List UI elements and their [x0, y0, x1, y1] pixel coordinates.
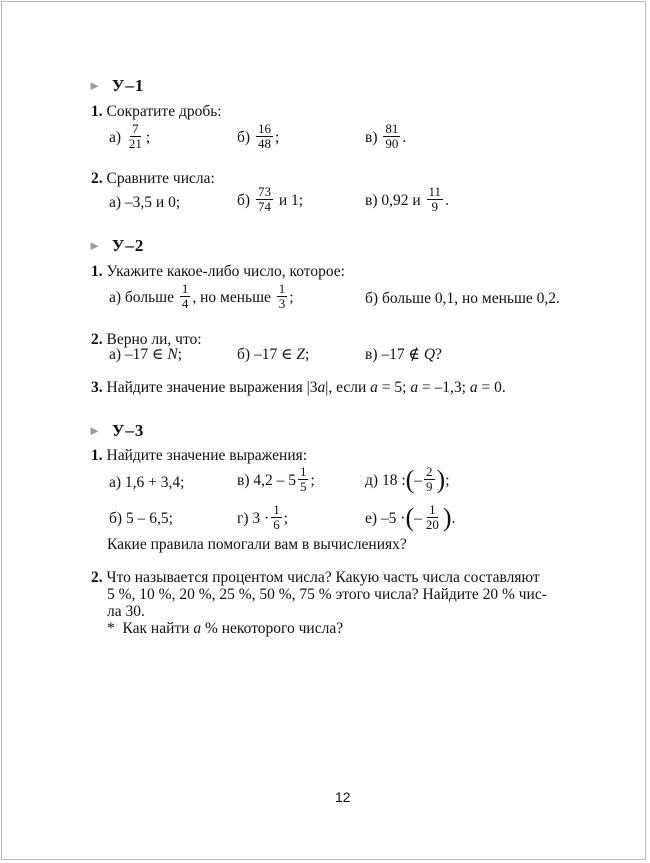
task-u3-2-line3: ла 30. [107, 603, 145, 620]
task-u3-1-item-g: г) 3 · $\frac{1}{6}$ ; [237, 502, 289, 532]
arrow-icon: ► [88, 78, 102, 93]
task-u2-2-item-c: в) –17 ∉ Q? [365, 346, 442, 363]
task-u1-1-item-b: б) $\frac{16}{48}$ ; [237, 121, 280, 151]
task-u2-1-item-a: а) больше $\frac{1}{4}$ , но меньше $\frac{1}{3}$ ; [109, 281, 294, 311]
fraction: $\frac{7}{21}$ [128, 121, 142, 151]
task-u3-2-line2: 5 %, 10 %, 20 %, 25 %, 50 %, 75 % этого числа? Найдите 20 % чис- [107, 586, 547, 603]
task-u2-2: 2. Верно ли, что: [91, 331, 202, 348]
task-u3-1: 1. Найдите значение выражения: [91, 447, 308, 464]
task-u3-1-item-v: в) 4,2 – 5 $\frac{1}{5}$ ; [237, 464, 315, 494]
section-heading-u2: ► У–2 [88, 236, 145, 255]
task-u3-1-item-e: е) –5 ·(– $\frac{1}{20}$ ). [365, 502, 456, 532]
task-u1-1: 1. Сократите дробь: [91, 103, 222, 120]
arrow-icon: ► [88, 423, 102, 438]
section-heading-u1: ► У–1 [88, 76, 145, 95]
task-u3-1-item-a: а) 1,6 + 3,4; [109, 474, 185, 491]
task-u1-2: 2. Сравните числа: [91, 170, 215, 187]
task-u3-2-extra: * Как найти a % некоторого числа? [107, 620, 344, 637]
fraction: $\frac{1}{20}$ [425, 502, 439, 532]
task-u2-2-item-b: б) –17 ∈ Z; [237, 346, 310, 363]
arrow-icon: ► [88, 238, 102, 253]
fraction: $\frac{1}{6}$ [273, 502, 280, 532]
task-u3-2-line1: 2. Что называется процентом числа? Какую часть числа составляют [91, 569, 540, 586]
task-u1-1-item-c: в) $\frac{81}{90}$ . [365, 121, 407, 151]
task-u2-3: 3. Найдите значение выражения |3a|, если a = 5; a = –1,3; a = 0. [91, 379, 506, 396]
page-number: 12 [335, 789, 351, 805]
task-u3-1-item-b: б) 5 – 6,5; [109, 510, 173, 527]
fraction: $\frac{11}{9}$ [428, 184, 442, 214]
fraction: $\frac{16}{48}$ [257, 121, 271, 151]
task-u1-2-item-a: а) –3,5 и 0; [109, 194, 181, 211]
task-u2-1-item-b: б) больше 0,1, но меньше 0,2. [365, 290, 560, 307]
section-heading-u3: ► У–3 [88, 421, 145, 440]
task-u1-2-item-b: б) $\frac{73}{74}$ и 1; [237, 184, 304, 214]
fraction: $\frac{81}{90}$ [385, 121, 399, 151]
fraction: $\frac{1}{3}$ [278, 281, 286, 311]
fraction: $\frac{1}{5}$ [299, 464, 307, 494]
task-u1-2-item-c: в) 0,92 и $\frac{11}{9}$ . [365, 184, 449, 214]
task-u3-1-item-d: д) 18 :(– $\frac{2}{9}$ ); [365, 464, 450, 494]
task-u2-2-item-a: а) –17 ∈ N; [109, 346, 183, 363]
task-u2-1: 1. Укажите какое-либо число, которое: [91, 263, 345, 280]
fraction: $\frac{73}{74}$ [257, 184, 271, 214]
fraction: $\frac{1}{4}$ [181, 281, 189, 311]
task-u3-1-note: Какие правила помогали вам в вычислениях? [107, 536, 407, 553]
task-u1-1-item-a: а) $\frac{7}{21}$ ; [109, 121, 151, 151]
fraction: $\frac{2}{9}$ [426, 464, 433, 494]
